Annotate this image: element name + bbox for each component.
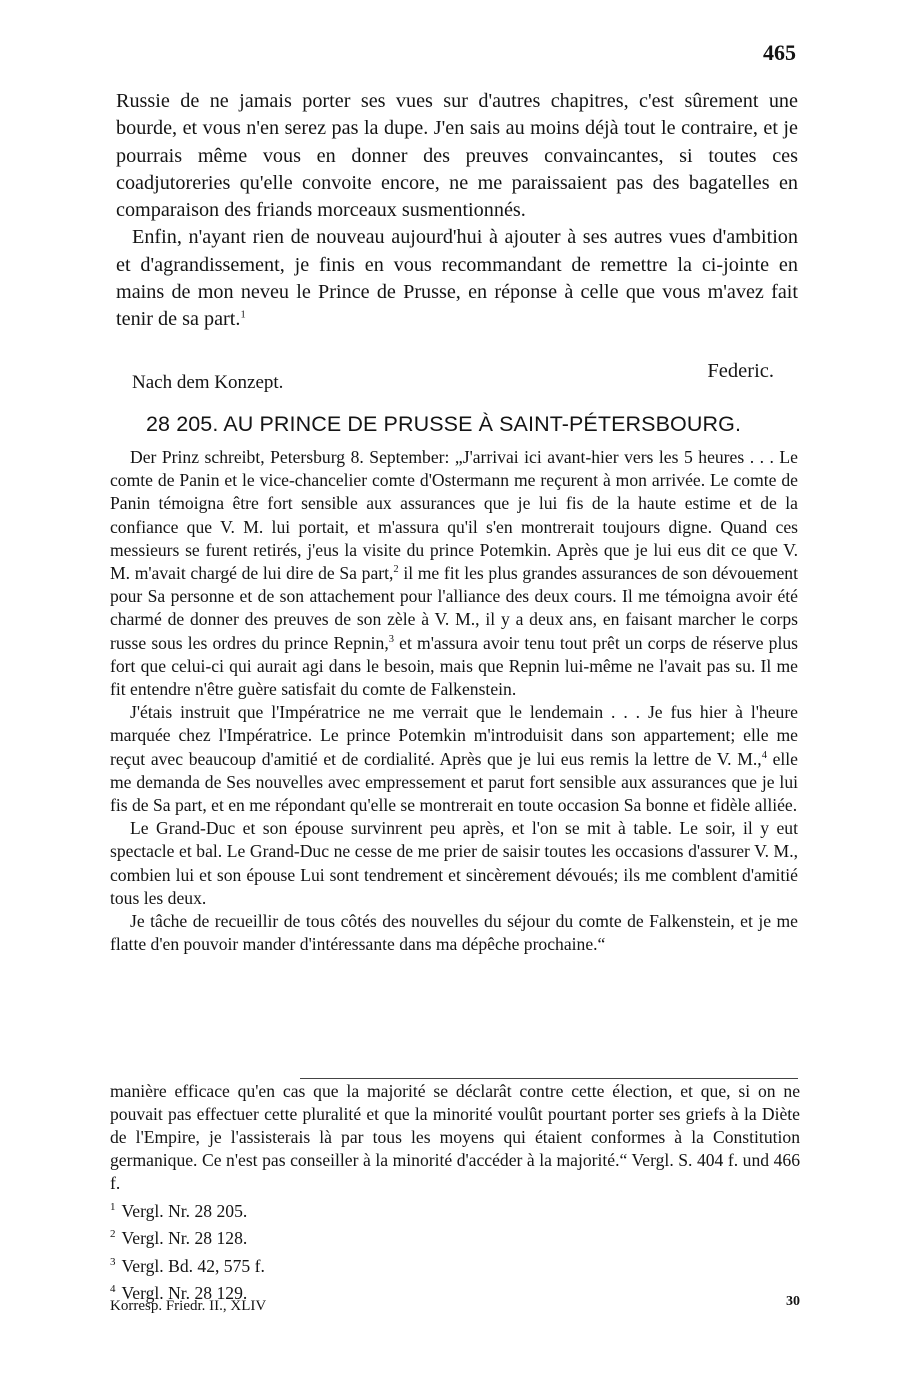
letter-paragraph-text: Enfin, n'ayant rien de nouveau aujourd'hui à ajouter à ses autres vues d'ambition et d'agrandissement, je finis en vous recommandant de remettre la ci-jointe en mains de mon neveu le Prince de Prusse, en réponse à celle que vous m'avez fait tenir de sa part. bbox=[116, 226, 798, 331]
footnote bbox=[110, 1196, 265, 1223]
summary-text: Der Prinz schreibt, Petersburg 8. September: „J'arrivai ici avant-hier vers les 5 heures . . . Le comte de Panin et le vice-chancelier comte d'Ostermann me reçurent à mon arrivée. Le comte de Panin témoigna être fort sensible aux assurances que je lui fis de la haute estime et de la confiance que V. M. lui portait, et m'assura qu'il s'en montrerait toujours digne. Quand ces messieurs se furent retirés, j'eus la visite du prince Potemkin. Après que je lui eus dit ce que V. M. m'avait chargé de lui dire de Sa part, bbox=[110, 447, 798, 584]
letter-closing bbox=[116, 360, 798, 396]
footnote-marker: 1 bbox=[110, 1201, 116, 1213]
summary-text: J'étais instruit que l'Impératrice ne me verrait que le lendemain . . . Je fus hier à l'heure marquée chez l'Impératrice. Le prince Potemkin m'introduisit dans son appartement; elle me reçut avec beaucoup d'amitié et de cordialité. Après que je lui eus remis la lettre de V. M., bbox=[110, 702, 798, 769]
footnote-marker: 4 bbox=[110, 1283, 116, 1296]
page-footer bbox=[110, 1294, 800, 1318]
letter-text bbox=[116, 88, 798, 334]
signature: Federic. bbox=[707, 360, 774, 382]
footnote-reference: 3 bbox=[388, 633, 395, 645]
letter-paragraph bbox=[116, 224, 798, 333]
footnote-continuation: manière efficace qu'en cas que la majorité se déclarât contre cette élection, et que, si on ne pouvait pas effectuer cette pluralité et que la minorité voulût pourtant porter ses griefs à la Diète de l'Empire, je l'assisterais là par tous les moyens qui étaient conformes à la Constitution germanique. Ce n'est pas conseiller à la minorité d'accéder à la majorité.“ Vergl. S. 404 f. und 466 f. bbox=[110, 1081, 800, 1193]
summary-paragraph bbox=[110, 446, 798, 701]
footnote-text: Vergl. Bd. 42, 575 f. bbox=[121, 1255, 265, 1276]
footnote-divider bbox=[300, 1078, 798, 1079]
footnote-marker: 3 bbox=[110, 1255, 116, 1268]
page-number: 465 bbox=[763, 40, 796, 65]
summary-text: il me fit les plus grandes assurances de son dévouement pour Sa personne et de son attachement pour l'alliance des deux cours. Il me témoigna avoir été charmé de donner des preuves de son zèle à V. M., il y a deux ans, en faisant marcher le corps russe sous les ordres du prince Repnin, bbox=[110, 563, 798, 653]
footnote-reference: 2 bbox=[393, 564, 399, 576]
summary-paragraph: Le Grand-Duc et son épouse survinrent peu après, et l'on se mit à table. Le soir, il y eut spectacle et bal. Le Grand-Duc ne cesse de me prier de saisir toutes les occasions d'assurer V. M., combien lui et son épouse Lui sont tendrement et sincèrement dévoués; ils me comblent d'amitié tous les deux. bbox=[110, 818, 798, 908]
footnote-reference: 4 bbox=[761, 749, 767, 761]
footnote-text: Vergl. Nr. 28 128. bbox=[121, 1228, 248, 1249]
footnote-marker: 2 bbox=[110, 1228, 116, 1241]
footnote-reference: 1 bbox=[240, 309, 246, 321]
footnote bbox=[110, 1251, 265, 1278]
footnote-text: Vergl. Nr. 28 129. bbox=[121, 1282, 248, 1303]
summary-text: elle me demanda de Ses nouvelles avec empressement et parut fort sensible aux assurances que je lui fis de Sa part, et en me répondant qu'elle se montrerait en toute occasion Sa bonne et fidèle alliée. bbox=[110, 748, 798, 816]
source-note: Nach dem Konzept. bbox=[132, 372, 284, 393]
summary-text: et m'assura avoir tenu tout prêt un corps de réserve plus fort que celui-ci qui aurait agi dans le besoin, mais que Repnin lui-même ne l'avait pas su. Il me fit entendre n'être guère satisfait du comte de Falkenstein. bbox=[110, 632, 798, 700]
footnote-text: Vergl. Nr. 28 205. bbox=[121, 1200, 248, 1221]
footnote bbox=[110, 1223, 265, 1250]
summary-paragraph bbox=[110, 701, 798, 817]
footnotes-list bbox=[110, 1196, 265, 1305]
letter-heading: 28 205. AU PRINCE DE PRUSSE À SAINT-PÉTERSBOURG. bbox=[146, 412, 742, 436]
letter-paragraph: Russie de ne jamais porter ses vues sur d'autres chapitres, c'est sûrement une bourde, et vous n'en serez pas la dupe. J'en sais au moins déjà tout le contraire, et je pourrais même vous en donner des preuves convaincantes, si toutes ces coadjutoreries qu'elle convoite encore, ne me paraissaient pas des bagatelles en comparaison des friands morceaux susmentionnés. bbox=[116, 90, 798, 222]
letter-summary bbox=[110, 446, 798, 956]
printer-signature-mark: 30 bbox=[786, 1294, 800, 1309]
summary-paragraph: Je tâche de recueillir de tous côtés des nouvelles du séjour du comte de Falkenstein, et je me flatte d'en pouvoir mander d'intéressante dans ma dépêche prochaine.“ bbox=[110, 911, 798, 955]
running-footer-title: Korresp. Friedr. II., XLIV bbox=[110, 1298, 267, 1314]
